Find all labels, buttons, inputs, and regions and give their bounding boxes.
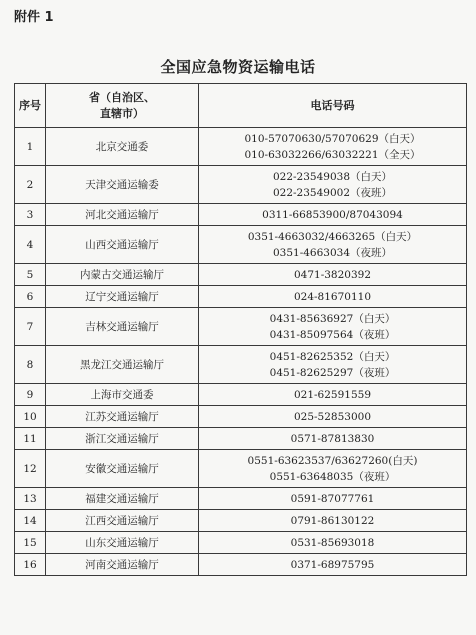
- table-row: [15, 308, 467, 346]
- row-number: 10: [15, 406, 46, 428]
- row-organization: 河南交通运输厅: [46, 554, 199, 576]
- phone-number: 0311-66853900/87043094: [262, 208, 403, 221]
- row-number: 6: [15, 286, 46, 308]
- row-organization: 福建交通运输厅: [46, 488, 199, 510]
- row-phones: [199, 166, 467, 204]
- row-phones: [199, 204, 467, 226]
- phone-number: 0451-82625352（白天）: [269, 350, 396, 363]
- row-phones: [199, 346, 467, 384]
- row-organization: 吉林交通运输厅: [46, 308, 199, 346]
- row-number: 2: [15, 166, 46, 204]
- phone-number: 024-81670110: [293, 290, 372, 303]
- row-organization: 黑龙江交通运输厅: [46, 346, 199, 384]
- table-row: [15, 226, 467, 264]
- header-province: [46, 84, 199, 128]
- row-number: 8: [15, 346, 46, 384]
- table-row: [15, 128, 467, 166]
- row-phones: [199, 264, 467, 286]
- row-number: 13: [15, 488, 46, 510]
- phone-number: 0591-87077761: [290, 492, 375, 505]
- row-number: 3: [15, 204, 46, 226]
- phone-number: 010-63032266/63032221（全天）: [244, 148, 421, 161]
- phone-number: 0351-4663032/4663265（白天）: [247, 230, 418, 243]
- table-row: [15, 384, 467, 406]
- table-body: [15, 128, 467, 576]
- header-province-line1: 省（自治区、: [89, 90, 155, 104]
- row-phones: [199, 128, 467, 166]
- attachment-label: 附件 1: [14, 10, 54, 25]
- row-number: 5: [15, 264, 46, 286]
- table-row: [15, 166, 467, 204]
- table-row: [15, 488, 467, 510]
- row-phones: [199, 450, 467, 488]
- phone-number: 0471-3820392: [293, 268, 372, 281]
- row-organization: 山东交通运输厅: [46, 532, 199, 554]
- row-number: 7: [15, 308, 46, 346]
- table-row: [15, 428, 467, 450]
- table-row: [15, 406, 467, 428]
- row-phones: [199, 406, 467, 428]
- phone-number: 0531-85693018: [290, 536, 375, 549]
- table-row: [15, 532, 467, 554]
- table-header-row: [15, 84, 467, 128]
- phone-number: 0571-87813830: [290, 432, 375, 445]
- row-phones: [199, 308, 467, 346]
- phone-number: 0431-85636927（白天）: [269, 312, 396, 325]
- phone-number: 0551-63623537/63627260(白天): [247, 454, 418, 467]
- row-organization: 天津交通运输委: [46, 166, 199, 204]
- header-province-line2: 直辖市）: [100, 106, 144, 120]
- phone-number: 022-23549002（夜班）: [272, 186, 393, 199]
- phone-number: 0451-82625297（夜班）: [269, 366, 396, 379]
- row-phones: [199, 532, 467, 554]
- phone-number: 021-62591559: [293, 388, 372, 401]
- row-organization: 内蒙古交通运输厅: [46, 264, 199, 286]
- phone-number: 022-23549038（白天）: [272, 170, 393, 183]
- phone-number: 0551-63648035（夜班）: [269, 470, 396, 483]
- header-number: 序号: [15, 84, 46, 128]
- row-number: 12: [15, 450, 46, 488]
- row-number: 9: [15, 384, 46, 406]
- phone-number: 025-52853000: [293, 410, 372, 423]
- row-organization: 上海市交通委: [46, 384, 199, 406]
- table-row: [15, 264, 467, 286]
- row-number: 11: [15, 428, 46, 450]
- row-number: 15: [15, 532, 46, 554]
- table-row: [15, 450, 467, 488]
- row-organization: 北京交通委: [46, 128, 199, 166]
- table-row: [15, 510, 467, 532]
- phone-table: [14, 83, 467, 576]
- row-organization: 山西交通运输厅: [46, 226, 199, 264]
- row-organization: 江苏交通运输厅: [46, 406, 199, 428]
- table-row: [15, 204, 467, 226]
- row-number: 14: [15, 510, 46, 532]
- phone-number: 0351-4663034（夜班）: [272, 246, 393, 259]
- row-phones: [199, 286, 467, 308]
- row-phones: [199, 384, 467, 406]
- phone-number: 0431-85097564（夜班）: [269, 328, 396, 341]
- row-organization: 江西交通运输厅: [46, 510, 199, 532]
- row-organization: 浙江交通运输厅: [46, 428, 199, 450]
- phone-number: 010-57070630/57070629（白天）: [244, 132, 421, 145]
- row-number: 4: [15, 226, 46, 264]
- table-row: [15, 286, 467, 308]
- row-phones: [199, 226, 467, 264]
- table-row: [15, 346, 467, 384]
- row-organization: 安徽交通运输厅: [46, 450, 199, 488]
- row-organization: 辽宁交通运输厅: [46, 286, 199, 308]
- row-phones: [199, 488, 467, 510]
- row-number: 1: [15, 128, 46, 166]
- row-number: 16: [15, 554, 46, 576]
- header-phone: 电话号码: [199, 84, 467, 128]
- row-phones: [199, 510, 467, 532]
- table-row: [15, 554, 467, 576]
- row-phones: [199, 428, 467, 450]
- phone-number: 0791-86130122: [290, 514, 375, 527]
- phone-number: 0371-68975795: [290, 558, 375, 571]
- document-title: 全国应急物资运输电话: [160, 58, 316, 76]
- row-organization: 河北交通运输厅: [46, 204, 199, 226]
- row-phones: [199, 554, 467, 576]
